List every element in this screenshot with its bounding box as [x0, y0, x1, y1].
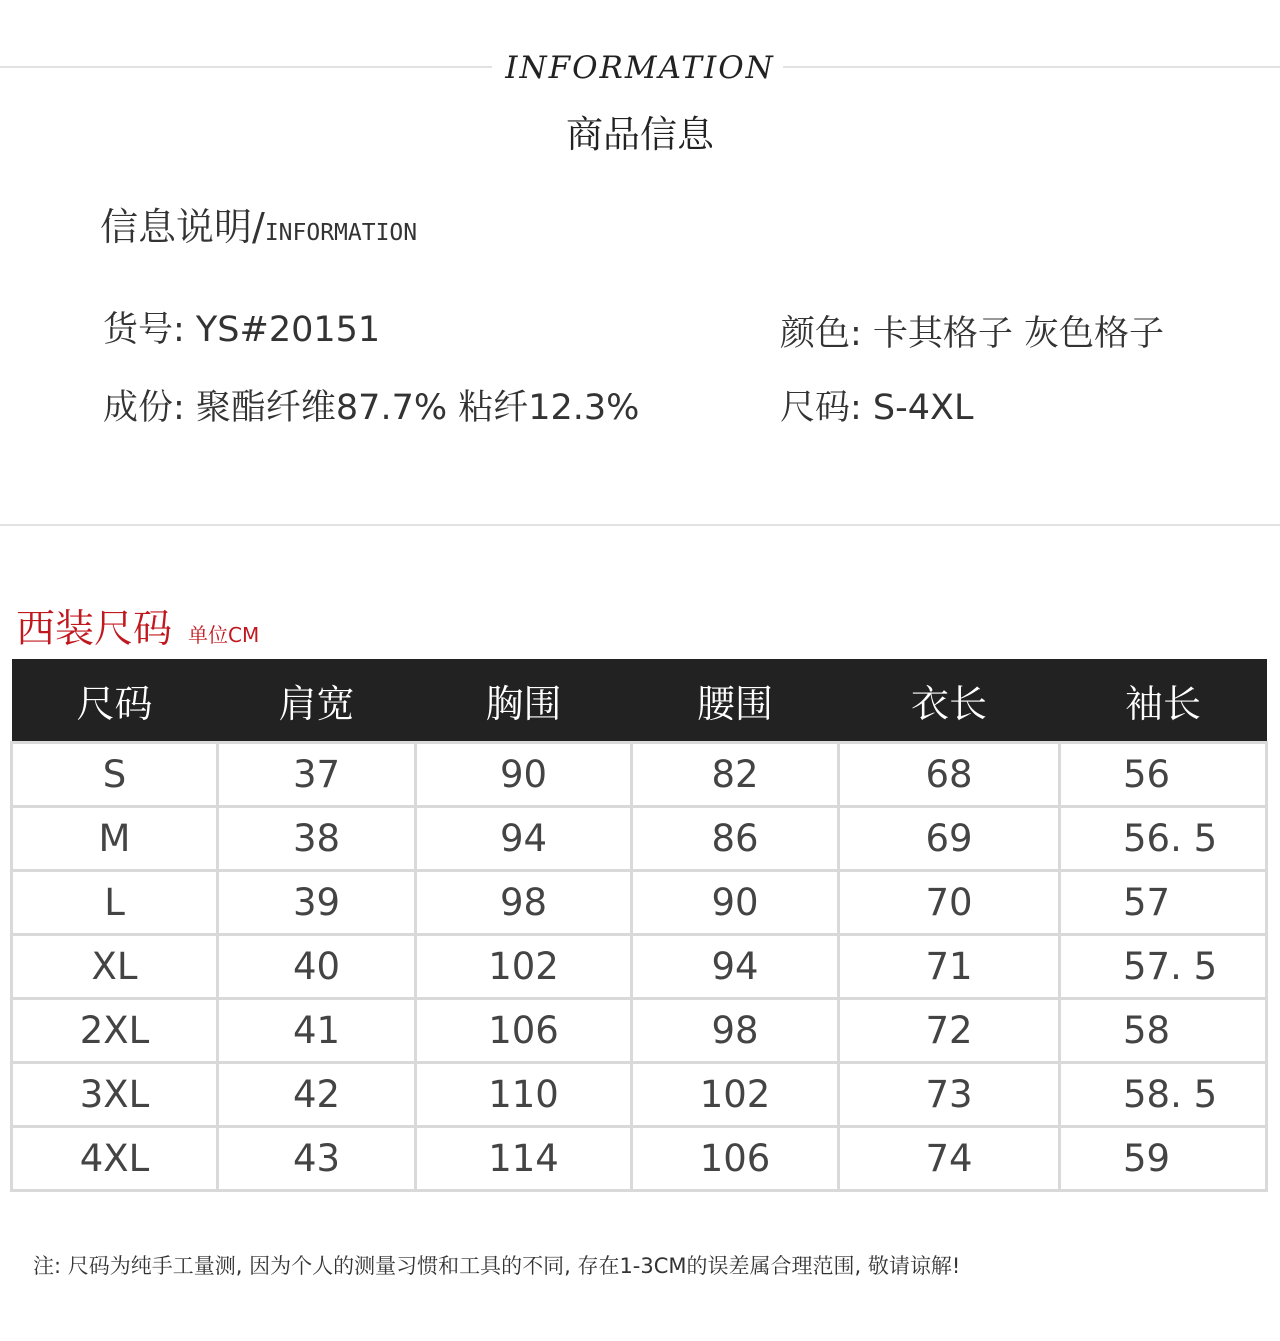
- chest-cell: 94: [416, 807, 632, 871]
- waist-cell: 106: [632, 1127, 839, 1191]
- header-chest: 胸围: [416, 659, 632, 743]
- table-row: [12, 935, 1267, 999]
- size-chart-title: [16, 598, 259, 654]
- header-title-en: INFORMATION: [505, 50, 775, 86]
- sleeve-cell: 58: [1060, 999, 1267, 1063]
- length-cell: 70: [839, 871, 1060, 935]
- waist-cell: 102: [632, 1063, 839, 1127]
- size-cell: 4XL: [12, 1127, 218, 1191]
- info-section-title-cn: 信息说明/: [100, 205, 265, 249]
- header-sleeve: 袖长: [1060, 659, 1267, 743]
- sleeve-cell: 59: [1060, 1127, 1267, 1191]
- chest-cell: 90: [416, 743, 632, 807]
- size-cell: XL: [12, 935, 218, 999]
- shoulder-cell: 40: [218, 935, 416, 999]
- shoulder-cell: 42: [218, 1063, 416, 1127]
- shoulder-cell: 38: [218, 807, 416, 871]
- waist-cell: 90: [632, 871, 839, 935]
- size-cell: M: [12, 807, 218, 871]
- measurement-note: 注: 尺码为纯手工量测, 因为个人的测量习惯和工具的不同, 存在1-3CM的误差属合理范围, 敬请谅解!: [33, 1254, 961, 1278]
- sleeve-cell: 57: [1060, 871, 1267, 935]
- header-title-cn: 商品信息: [566, 113, 714, 156]
- waist-cell: 82: [632, 743, 839, 807]
- info-section-title: [100, 196, 417, 251]
- table-row: [12, 1063, 1267, 1127]
- table-row: [12, 743, 1267, 807]
- size-cell: 2XL: [12, 999, 218, 1063]
- header-waist: 腰围: [632, 659, 839, 743]
- size-cell: L: [12, 871, 218, 935]
- length-cell: 74: [839, 1127, 1060, 1191]
- composition: 成份: 聚酯纤维87.7% 粘纤12.3%: [103, 388, 640, 428]
- chest-cell: 110: [416, 1063, 632, 1127]
- item-number: 货号: YS#20151: [103, 310, 381, 350]
- chest-cell: 114: [416, 1127, 632, 1191]
- table-row: [12, 807, 1267, 871]
- color-options: 颜色: 卡其格子 灰色格子: [780, 314, 1165, 354]
- waist-cell: 98: [632, 999, 839, 1063]
- chest-cell: 106: [416, 999, 632, 1063]
- length-cell: 69: [839, 807, 1060, 871]
- header-shoulder: 肩宽: [218, 659, 416, 743]
- table-row: [12, 999, 1267, 1063]
- sleeve-cell: 57. 5: [1060, 935, 1267, 999]
- table-row: [12, 1127, 1267, 1191]
- size-cell: S: [12, 743, 218, 807]
- size-cell: 3XL: [12, 1063, 218, 1127]
- table-row: [12, 871, 1267, 935]
- header-size: 尺码: [12, 659, 218, 743]
- section-divider: [0, 524, 1280, 526]
- length-cell: 71: [839, 935, 1060, 999]
- size-table-header-row: [12, 659, 1267, 743]
- size-table: [10, 659, 1268, 1192]
- size-chart-unit: 单位CM: [188, 623, 260, 647]
- length-cell: 73: [839, 1063, 1060, 1127]
- chest-cell: 102: [416, 935, 632, 999]
- shoulder-cell: 41: [218, 999, 416, 1063]
- waist-cell: 94: [632, 935, 839, 999]
- sleeve-cell: 56. 5: [1060, 807, 1267, 871]
- length-cell: 68: [839, 743, 1060, 807]
- sleeve-cell: 56: [1060, 743, 1267, 807]
- size-range: 尺码: S-4XL: [780, 388, 974, 428]
- shoulder-cell: 39: [218, 871, 416, 935]
- size-chart-title-main: 西装尺码: [16, 607, 173, 652]
- chest-cell: 98: [416, 871, 632, 935]
- length-cell: 72: [839, 999, 1060, 1063]
- waist-cell: 86: [632, 807, 839, 871]
- sleeve-cell: 58. 5: [1060, 1063, 1267, 1127]
- shoulder-cell: 37: [218, 743, 416, 807]
- header-length: 衣长: [839, 659, 1060, 743]
- shoulder-cell: 43: [218, 1127, 416, 1191]
- info-section-title-en: INFORMATION: [264, 220, 418, 246]
